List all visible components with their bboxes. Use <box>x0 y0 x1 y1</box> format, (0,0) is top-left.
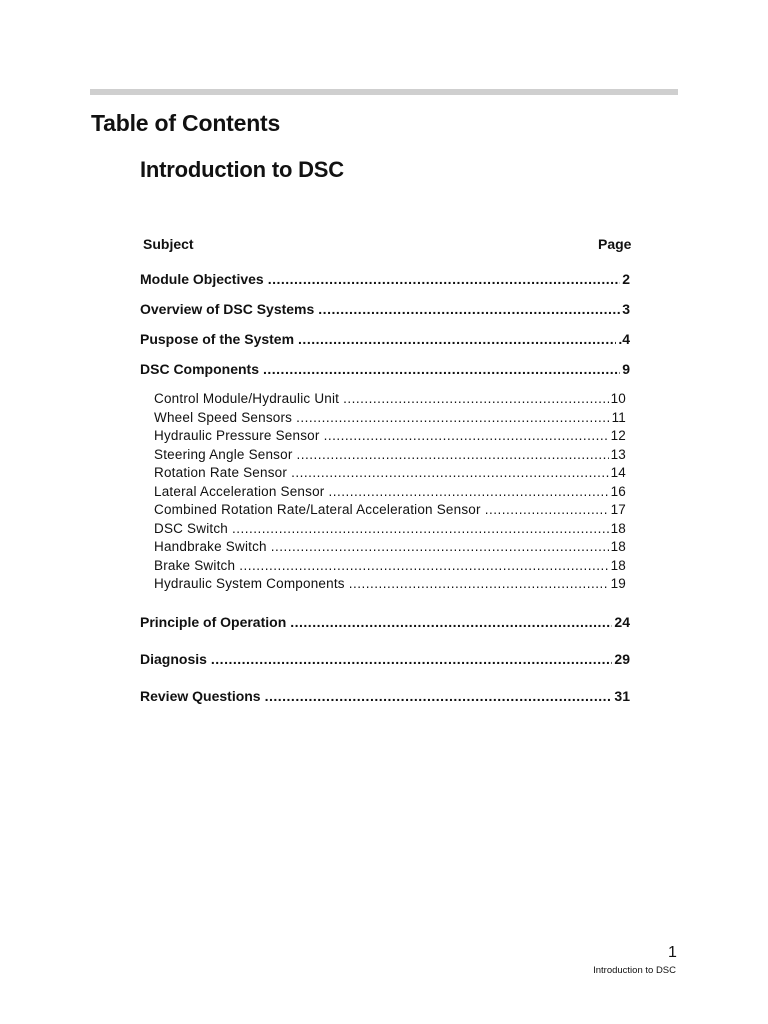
toc-entry-purpose[interactable] <box>140 331 630 347</box>
dot-leader <box>485 502 609 517</box>
toc-entry-page: 13 <box>610 446 626 462</box>
toc-subentry-lateral-acceleration-sensor[interactable] <box>154 484 626 499</box>
dot-leader <box>297 447 609 462</box>
toc-entry-principle-of-operation[interactable] <box>140 614 630 630</box>
toc-entry-label: Module Objectives <box>140 271 264 287</box>
toc-subentry-handbrake-switch[interactable] <box>154 539 626 554</box>
dot-leader <box>298 331 616 347</box>
toc-entry-overview[interactable] <box>140 301 630 317</box>
dot-leader <box>271 539 609 554</box>
page-column-header: Page <box>598 236 632 252</box>
toc-entry-page: 18 <box>610 539 626 554</box>
toc-heading: Table of Contents <box>91 110 281 136</box>
subject-column-header: Subject <box>143 236 194 252</box>
toc-entry-label: Puspose of the System <box>140 331 295 347</box>
top-rule <box>90 89 678 95</box>
dot-leader <box>232 521 609 536</box>
toc-entry-label: Diagnosis <box>140 651 207 667</box>
dot-leader <box>296 410 609 425</box>
dot-leader <box>239 558 608 573</box>
toc-entry-page: 16 <box>610 483 626 499</box>
toc-subentry-combined-sensor[interactable] <box>154 502 626 517</box>
toc-entry-page: 11 <box>611 409 626 425</box>
dot-leader <box>290 614 612 630</box>
toc-entry-label: Combined Rotation Rate/Lateral Acceleration Sensor <box>154 502 481 517</box>
toc-entry-diagnosis[interactable] <box>140 651 630 667</box>
toc-entry-label: Hydraulic System Components <box>154 576 345 591</box>
toc-subentry-steering-angle-sensor[interactable] <box>154 447 626 462</box>
toc-entry-page: 2 <box>622 271 630 287</box>
toc-subentry-hydraulic-pressure-sensor[interactable] <box>154 428 626 443</box>
dot-leader <box>329 484 609 499</box>
page-number: 1 <box>668 944 677 961</box>
toc-subentry-dsc-switch[interactable] <box>154 521 626 536</box>
toc-entry-label: Control Module/Hydraulic Unit <box>154 391 340 406</box>
toc-subentry-control-module[interactable] <box>154 391 626 406</box>
toc-entry-page: 14 <box>610 465 626 480</box>
toc-entry-page: 3 <box>622 301 630 317</box>
toc-entry-label: Handbrake Switch <box>154 539 267 554</box>
dot-leader <box>349 576 609 591</box>
toc-entry-label: Brake Switch <box>154 557 236 573</box>
toc-entry-page: .4 <box>618 331 630 347</box>
toc-entry-label: Overview of DSC Systems <box>140 301 315 317</box>
dot-leader <box>265 688 613 704</box>
toc-entry-label: DSC Components <box>140 361 259 377</box>
toc-subentry-wheel-speed-sensors[interactable] <box>154 410 626 425</box>
toc-entry-label: Steering Angle Sensor <box>154 446 293 462</box>
toc-entry-page: 12 <box>610 428 626 443</box>
footer-title: Introduction to DSC <box>593 965 676 976</box>
toc-entry-label: Hydraulic Pressure Sensor <box>154 428 320 443</box>
toc-subentry-hydraulic-system-components[interactable] <box>154 576 626 591</box>
toc-entry-page: 24 <box>614 614 630 630</box>
toc-entry-page: 9 <box>622 361 630 377</box>
toc-subentry-brake-switch[interactable] <box>154 558 626 573</box>
toc-entry-label: DSC Switch <box>154 520 229 536</box>
dot-leader <box>318 301 620 317</box>
dot-leader <box>211 651 613 667</box>
toc-entry-module-objectives[interactable] <box>140 271 630 287</box>
toc-entry-page: 29 <box>614 651 630 667</box>
dot-leader <box>343 391 608 406</box>
toc-entry-review-questions[interactable] <box>140 688 630 704</box>
toc-entry-page: 17 <box>610 502 626 517</box>
toc-entry-label: Lateral Acceleration Sensor <box>154 483 325 499</box>
toc-entry-label: Rotation Rate Sensor <box>154 465 288 480</box>
dot-leader <box>291 465 609 480</box>
dot-leader <box>263 361 620 377</box>
toc-entry-page: 18 <box>610 557 626 573</box>
toc-subentry-rotation-rate-sensor[interactable] <box>154 465 626 480</box>
toc-entry-page: 19 <box>610 576 626 591</box>
toc-entry-page: 18 <box>610 520 626 536</box>
document-title: Introduction to DSC <box>140 157 344 182</box>
toc-entry-label: Principle of Operation <box>140 614 287 630</box>
toc-entry-label: Wheel Speed Sensors <box>154 409 293 425</box>
dot-leader <box>324 428 609 443</box>
toc-entry-dsc-components[interactable] <box>140 361 630 377</box>
toc-entry-page: 31 <box>614 688 630 704</box>
toc-entry-page: 10 <box>610 391 626 406</box>
dot-leader <box>268 271 621 287</box>
toc-entry-label: Review Questions <box>140 688 261 704</box>
